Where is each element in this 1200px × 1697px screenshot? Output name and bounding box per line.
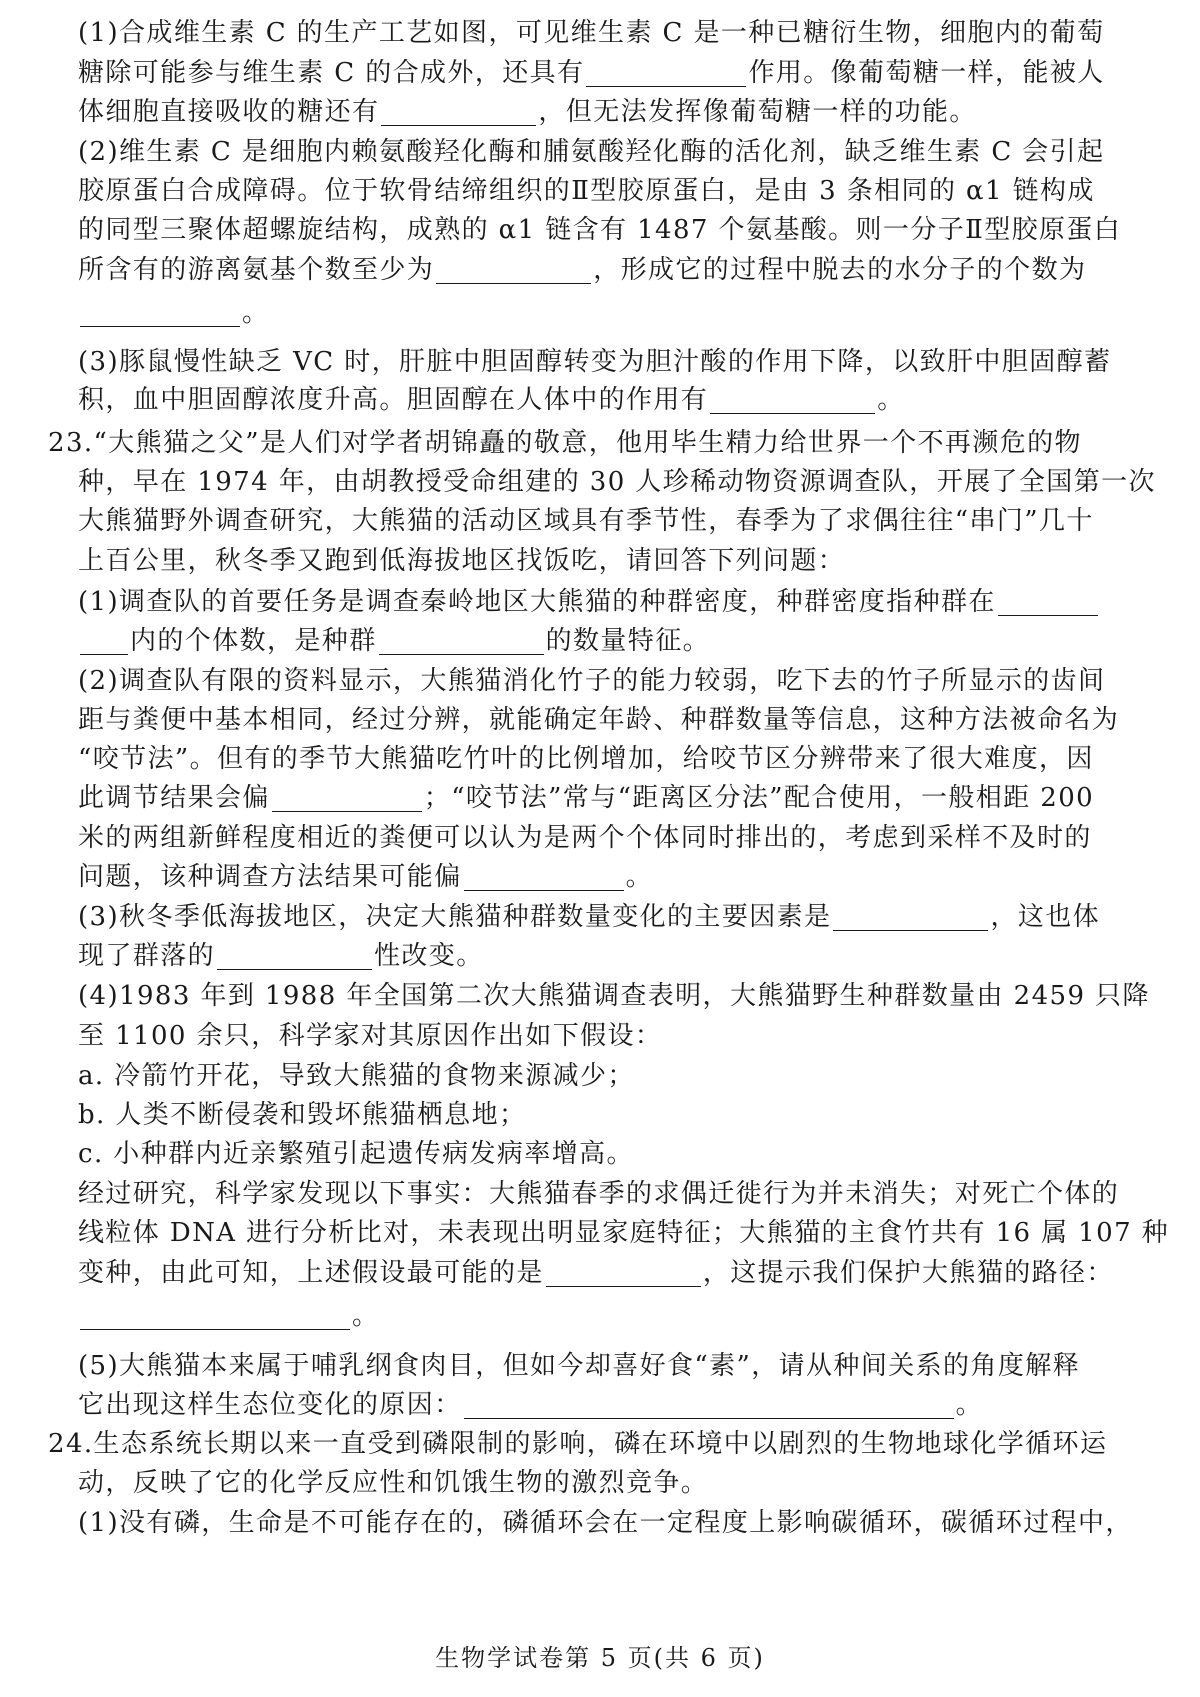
text-segment: 。: [955, 1390, 984, 1420]
answer-blank[interactable]: [586, 56, 746, 87]
text-segment: 种，早在 1974 年，由胡教授受命组建的 30 人珍稀动物资源调查队，开展了全国第一次: [78, 467, 1156, 497]
text-line: [0, 1252, 1200, 1295]
text-segment: 23.“大熊猫之父”是人们对学者胡锦矗的敬意，他用毕生精力给世界一个不再濒危的物: [48, 428, 1082, 458]
text-segment: 问题，该种调查方法结果可能偏: [78, 862, 462, 892]
text-line: [0, 500, 1200, 543]
text-line: [0, 660, 1200, 703]
text-segment: 。: [242, 298, 270, 328]
answer-blank[interactable]: [546, 1256, 701, 1287]
text-line: [0, 1055, 1200, 1098]
text-segment: ，形成它的过程中脱去的水分子的个数为: [593, 255, 1087, 285]
text-segment: 大熊猫野外调查研究，大熊猫的活动区域具有季节性，春季为了求偶往往“串门”几十: [78, 506, 1094, 536]
text-segment: 糖除可能参与维生素 C 的合成外，还具有: [78, 58, 585, 88]
text-segment: 的数量特征。: [545, 626, 711, 656]
text-segment: 经过研究，科学家发现以下事实：大熊猫春季的求偶迁徙行为并未消失；对死亡个体的: [78, 1179, 1120, 1209]
text-segment: ，但无法发挥像葡萄糖一样的功能。: [538, 97, 977, 127]
text-segment: ；“咬节法”常与“距离区分法”配合使用，一般相距 200: [423, 783, 1095, 813]
text-segment: (2)维生素 C 是细胞内赖氨酸羟化酶和脯氨酸羟化酶的活化剂，缺乏维生素 C 会引起: [78, 137, 1105, 167]
text-segment: ，这提示我们保护大熊猫的路径：: [702, 1258, 1114, 1288]
text-segment: (1)合成维生素 C 的生产工艺如图，可见维生素 C 是一种已糖衍生物，细胞内的葡萄: [78, 18, 1105, 48]
text-line: [0, 581, 1200, 624]
text-segment: 至 1100 余只，科学家对其原因作出如下假设：: [78, 1021, 663, 1051]
text-segment: (2)调查队有限的资料显示，大熊猫消化竹子的能力较弱，吃下去的竹子所显示的齿间: [78, 666, 1106, 696]
text-line: [0, 12, 1200, 55]
text-line: [0, 777, 1200, 820]
text-line: [0, 52, 1200, 95]
text-line: [0, 1384, 1200, 1427]
answer-blank[interactable]: [272, 781, 422, 812]
text-segment: 距与粪便中基本相同，经过分辨，就能确定年龄、种群数量等信息，这种方法被命名为: [78, 705, 1120, 735]
text-line: [0, 1345, 1200, 1388]
text-segment: 上百公里，秋冬季又跑到低海拔地区找饭吃，请回答下列问题：: [78, 546, 846, 576]
text-segment: 积，血中胆固醇浓度升高。胆固醇在人体中的作用有: [78, 385, 709, 415]
text-segment: 它出现这样生态位变化的原因：: [78, 1390, 462, 1420]
answer-blank[interactable]: [464, 1388, 954, 1419]
text-line: [0, 540, 1200, 583]
text-line: [0, 131, 1200, 174]
text-line: [0, 620, 1200, 663]
text-segment: (1)没有磷，生命是不可能存在的，磷循环会在一定程度上影响碳循环，碳循环过程中，: [78, 1508, 1133, 1538]
text-line: [0, 341, 1200, 384]
text-line: [0, 1423, 1200, 1466]
text-line: [0, 209, 1200, 252]
text-segment: 内的个体数，是种群: [130, 626, 377, 656]
answer-blank[interactable]: [381, 95, 536, 126]
answer-blank[interactable]: [710, 383, 875, 414]
text-segment: 所含有的游离氨基个数至少为: [78, 255, 435, 285]
answer-blank[interactable]: [998, 585, 1098, 616]
text-line: [0, 170, 1200, 213]
text-segment: ，这也体: [990, 902, 1101, 932]
text-segment: a. 冷箭竹开花，导致大熊猫的食物来源减少；: [78, 1061, 635, 1091]
text-segment: 胶原蛋白合成障碍。位于软骨结缔组织的Ⅱ型胶原蛋白，是由 3 条相同的 α1 链构成: [78, 176, 1095, 206]
text-line: [0, 699, 1200, 742]
text-segment: 。: [877, 385, 905, 415]
text-line: [0, 461, 1200, 504]
text-line: [0, 379, 1200, 422]
text-segment: 线粒体 DNA 进行分析比对，未表现出明显家庭特征；大熊猫的主食竹共有 16 属 107 种: [78, 1218, 1170, 1248]
text-line: [0, 896, 1200, 939]
text-segment: (3)秋冬季低海拔地区，决定大熊猫种群数量变化的主要因素是: [78, 902, 832, 932]
text-line: [0, 1502, 1200, 1545]
answer-blank[interactable]: [833, 900, 988, 931]
text-line: [0, 975, 1200, 1018]
text-segment: (4)1983 年到 1988 年全国第二次大熊猫调查表明，大熊猫野生种群数量由 2459 只降: [78, 981, 1150, 1011]
text-segment: 作用。像葡萄糖一样，能被人: [748, 58, 1105, 88]
text-line: [0, 1094, 1200, 1137]
text-segment: 的同型三聚体超螺旋结构，成熟的 α1 链含有 1487 个氨基酸。则一分子Ⅱ型胶原蛋白: [78, 215, 1122, 245]
text-segment: 体细胞直接吸收的糖还有: [78, 97, 380, 127]
text-segment: c. 小种群内近亲繁殖引起遗传病发病率增高。: [78, 1139, 634, 1169]
text-segment: b. 人类不断侵袭和毁坏熊猫栖息地；: [78, 1100, 527, 1130]
text-line: [0, 856, 1200, 899]
text-line: [0, 1133, 1200, 1176]
text-segment: 米的两组新鲜程度相近的粪便可以认为是两个个体同时排出的，考虑到采样不及时的: [78, 823, 1092, 853]
text-line: [0, 1295, 1200, 1338]
answer-blank[interactable]: [80, 296, 240, 327]
text-segment: 现了群落的: [78, 941, 216, 971]
text-line: [0, 1173, 1200, 1216]
text-segment: “咬节法”。但有的季节大熊猫吃竹叶的比例增加，给咬节区分辨带来了很大难度，因: [78, 744, 1094, 774]
text-segment: 性改变。: [374, 941, 484, 971]
answer-blank[interactable]: [379, 624, 544, 655]
text-line: [0, 1015, 1200, 1058]
text-segment: 。: [625, 862, 654, 892]
text-line: [0, 1212, 1200, 1255]
text-segment: 24.生态系统长期以来一直受到磷限制的影响，磷在环境中以剧烈的生物地球化学循环运: [48, 1429, 1108, 1459]
answer-blank[interactable]: [464, 860, 624, 891]
text-segment: 此调节结果会偏: [78, 783, 270, 813]
text-line: [0, 249, 1200, 292]
text-line: [0, 91, 1200, 134]
text-segment: 。: [352, 1301, 380, 1331]
text-segment: (3)豚鼠慢性缺乏 VC 时，肝脏中胆固醇转变为胆汁酸的作用下降，以致肝中胆固醇蓄: [78, 347, 1112, 377]
text-segment: 动，反映了它的化学反应性和饥饿生物的激烈竞争。: [78, 1468, 709, 1498]
answer-blank[interactable]: [436, 253, 591, 284]
text-line: [0, 292, 1200, 335]
text-line: [0, 817, 1200, 860]
answer-blank[interactable]: [80, 624, 128, 655]
text-segment: (5)大熊猫本来属于哺乳纲食肉目，但如今却喜好食“素”，请从种间关系的角度解释: [78, 1351, 1081, 1381]
text-segment: (1)调查队的首要任务是调查秦岭地区大熊猫的种群密度，种群密度指种群在: [78, 587, 996, 617]
page-footer: 生物学试卷第 5 页(共 6 页): [435, 1644, 765, 1672]
text-line: [0, 935, 1200, 978]
answer-blank[interactable]: [80, 1299, 350, 1330]
text-segment: 变种，由此可知，上述假设最可能的是: [78, 1258, 544, 1288]
answer-blank[interactable]: [217, 939, 372, 970]
text-line: [0, 422, 1200, 465]
text-line: [0, 738, 1200, 781]
text-line: [0, 1462, 1200, 1505]
